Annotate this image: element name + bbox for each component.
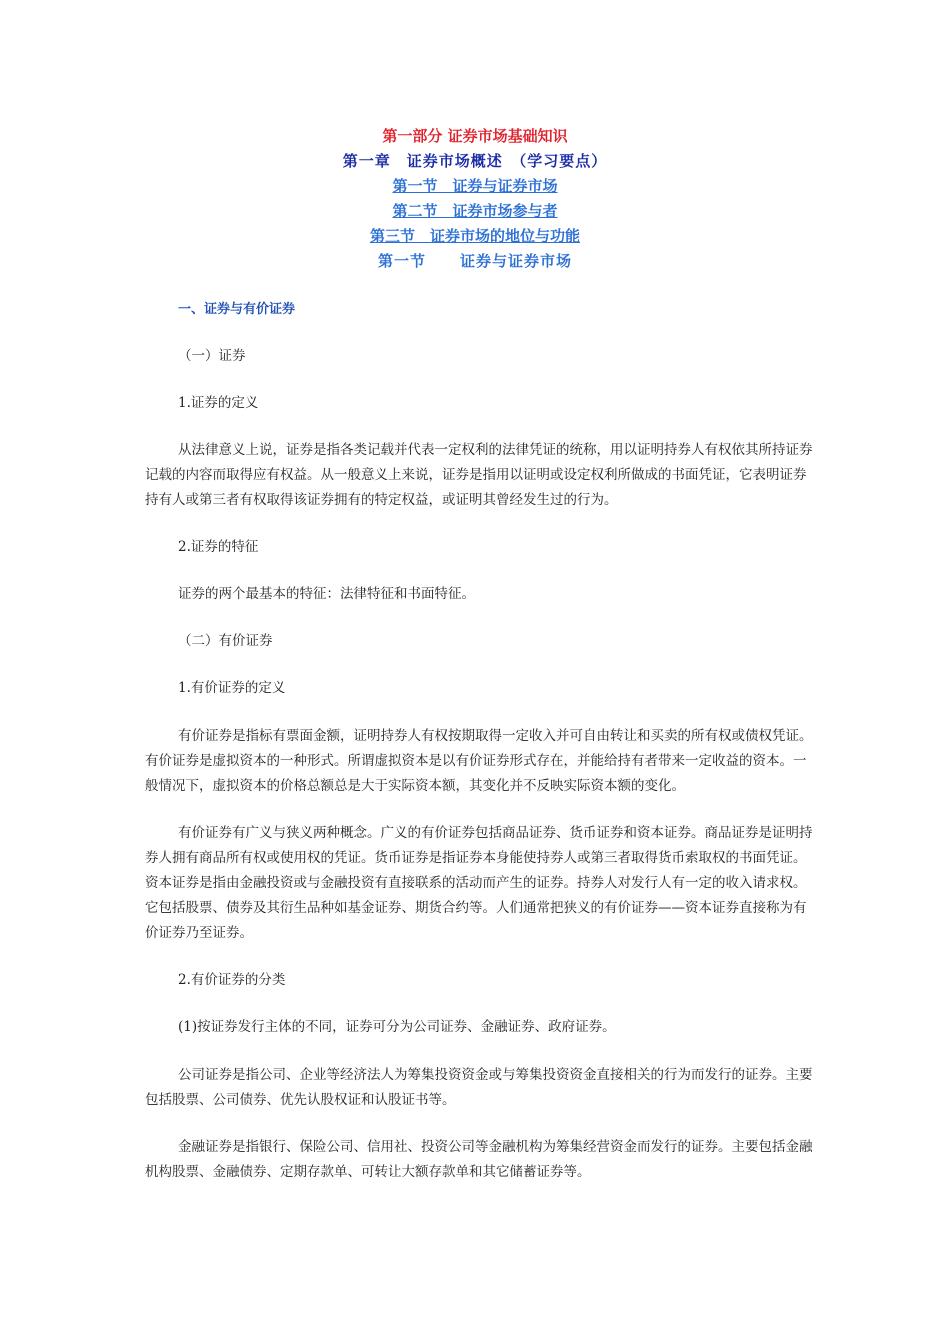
paragraph-features: 证券的两个最基本的特征：法律特征和书面特征。 (178, 586, 475, 602)
paragraph-financial-securities: 金融证券是指银行、保险公司、信用社、投资公司等金融机构为筹集经营资金而发行的证券。主要包括金融机构股票、金融债券、定期存款单、可转让大额存款单和其它储蓄证券等。 (145, 1139, 813, 1180)
toc-link-section-2[interactable]: 第二节 证券市场参与者 (392, 202, 558, 220)
section-heading (0, 249, 950, 274)
part-title: 第一部分 证券市场基础知识 (382, 127, 568, 145)
heading-block (0, 124, 950, 274)
paragraph-definition: 从法律意义上说，证券是指各类记载并代表一定权利的法律凭证的统称，用以证明持券人有权依其所持证券记载的内容而取得应有权益。从一般意义上来说，证券是指用以证明或设定权利所做成的书面凭证，它表明证券持有人或第三者有权取得该证券拥有的特定权益，或证明其曾经发生过的行为。 (145, 442, 813, 508)
classification-item-1: (1)按证券发行主体的不同，证券可分为公司证券、金融证券、政府证券。 (178, 1019, 616, 1035)
paragraph-broad-narrow: 有价证券有广义与狭义两种概念。广义的有价证券包括商品证券、货币证券和资本证券。商品证券是证明持券人拥有商品所有权或使用权的凭证。货币证券是指证券本身能使持券人或第三者取得货币索取权的书面凭证。资本证券是指由金融投资或与金融投资有直接联系的活动而产生的证券。持券人对发行人有一定的收入请求权。它包括股票、债券及其衍生品种如基金证券、期货合约等。人们通常把狭义的有价证券——资本证券直接称为有价证券乃至证券。 (145, 825, 813, 941)
section-label: 第一节 (377, 252, 426, 270)
item-title-definition: 1.证券的定义 (178, 395, 259, 411)
heading-securities-and-valuable-securities: 一、证券与有价证券 (178, 302, 296, 317)
toc-link-section-1[interactable]: 第一节 证券与证券市场 (392, 177, 558, 195)
item-title-classification: 2.有价证券的分类 (178, 972, 286, 988)
paragraph-valuable-definition: 有价证券是指标有票面金额，证明持券人有权按期取得一定收入并可自由转让和买卖的所有权或债权凭证。有价证券是虚拟资本的一种形式。所谓虚拟资本是以有价证券形式存在，并能给持有者带来一定收益的资本。一般情况下，虚拟资本的价格总额总是大于实际资本额，其变化并不反映实际资本额的变化。 (145, 728, 813, 794)
item-title-valuable-definition: 1.有价证券的定义 (178, 680, 286, 696)
section-title: 证券与证券市场 (460, 252, 573, 270)
chapter-title: 第一章 证券市场概述 （学习要点） (342, 152, 608, 170)
subheading-valuable-securities: （二）有价证券 (178, 633, 273, 649)
item-title-features: 2.证券的特征 (178, 539, 259, 555)
paragraph-company-securities: 公司证券是指公司、企业等经济法人为筹集投资资金或与筹集投资资金直接相关的行为而发行的证券。主要包括股票、公司债券、优先认股权证和认股证书等。 (145, 1067, 813, 1108)
subheading-securities: （一）证券 (178, 348, 246, 364)
toc-link-section-3[interactable]: 第三节 证券市场的地位与功能 (369, 227, 580, 245)
